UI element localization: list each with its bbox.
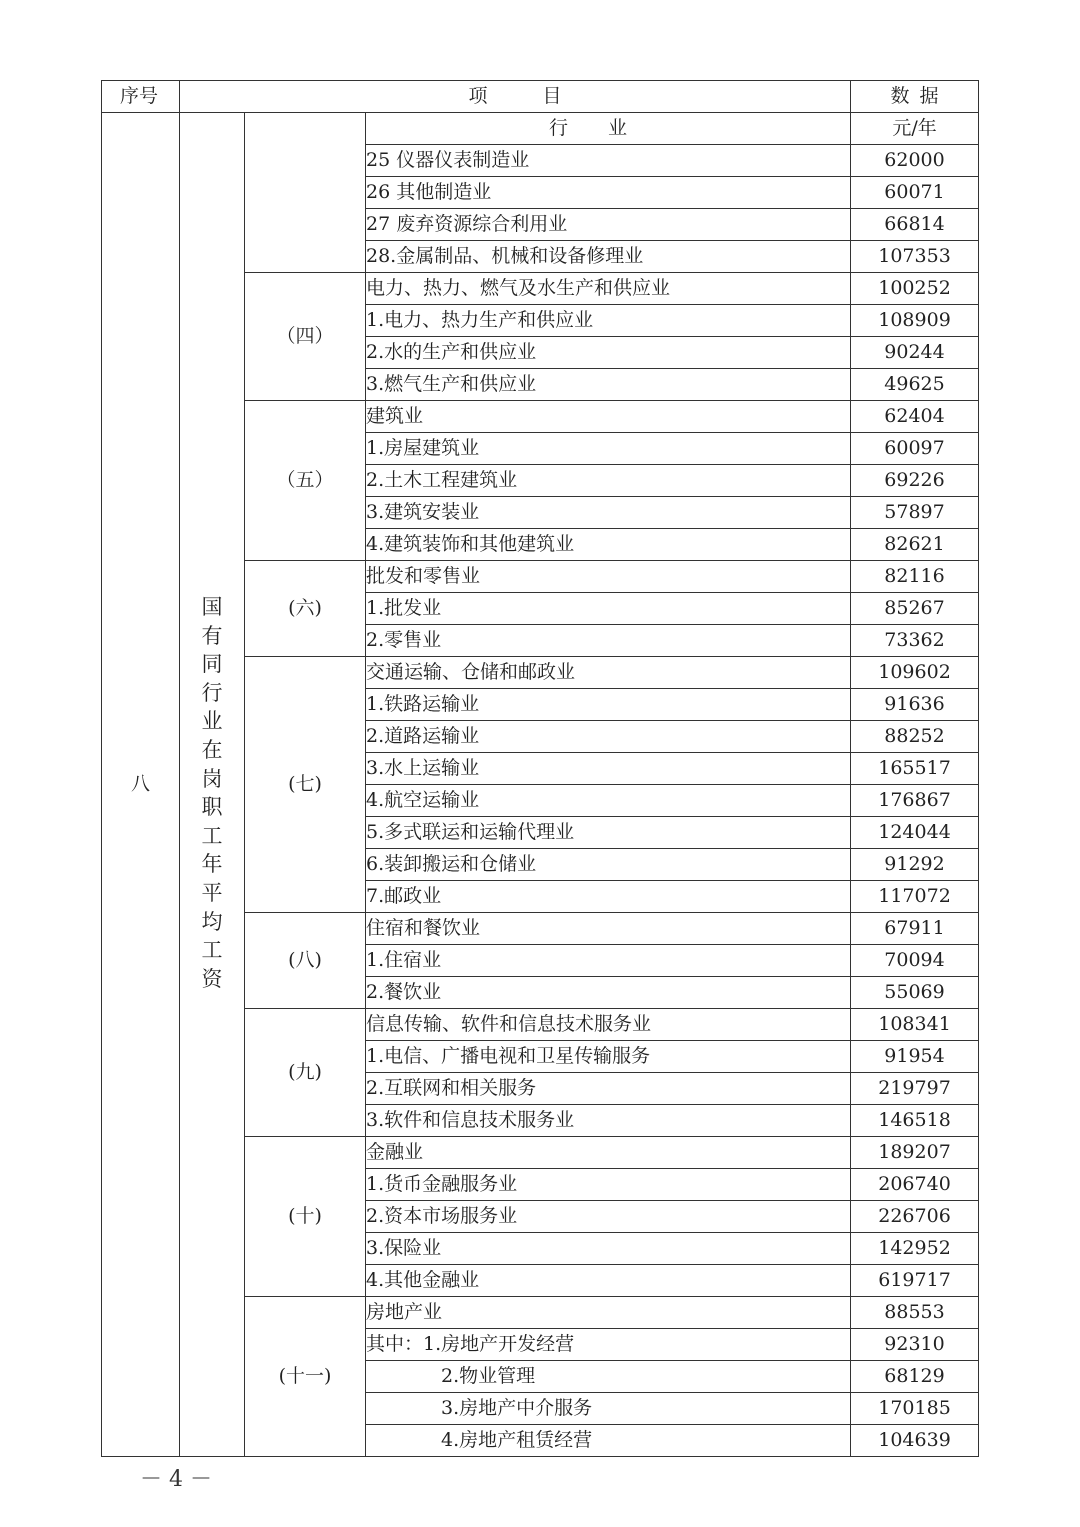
wage-value: 219797	[851, 1073, 979, 1105]
industry-name: 3.软件和信息技术服务业	[366, 1105, 851, 1137]
page-number: － 4 －	[140, 1467, 212, 1492]
wage-value: 91954	[851, 1041, 979, 1073]
wage-value: 57897	[851, 497, 979, 529]
industry-name: 2.水的生产和供应业	[366, 337, 851, 369]
wage-value: 85267	[851, 593, 979, 625]
industry-name: 1.货币金融服务业	[366, 1169, 851, 1201]
wage-value: 206740	[851, 1169, 979, 1201]
category-label: （四）	[245, 273, 366, 401]
category-label: (七)	[245, 657, 366, 913]
industry-name: 3.保险业	[366, 1233, 851, 1265]
wage-value: 107353	[851, 241, 979, 273]
industry-name: 行业	[366, 113, 851, 145]
wage-value: 117072	[851, 881, 979, 913]
industry-name: 3.燃气生产和供应业	[366, 369, 851, 401]
industry-name: 3.建筑安装业	[366, 497, 851, 529]
industry-name: 1.房屋建筑业	[366, 433, 851, 465]
wage-value: 91292	[851, 849, 979, 881]
industry-name: 28.金属制品、机械和设备修理业	[366, 241, 851, 273]
wage-value: 元/年	[851, 113, 979, 145]
wage-value: 67911	[851, 913, 979, 945]
industry-name: 房地产业	[366, 1297, 851, 1329]
industry-name: 5.多式联运和运输代理业	[366, 817, 851, 849]
industry-name: 27 废弃资源综合利用业	[366, 209, 851, 241]
wage-value: 88252	[851, 721, 979, 753]
industry-name: 电力、热力、燃气及水生产和供应业	[366, 273, 851, 305]
category-label: （五）	[245, 401, 366, 561]
wage-value: 165517	[851, 753, 979, 785]
wage-value: 189207	[851, 1137, 979, 1169]
industry-name: 建筑业	[366, 401, 851, 433]
industry-name: 2.零售业	[366, 625, 851, 657]
wage-value: 88553	[851, 1297, 979, 1329]
industry-name: 4.房地产租赁经营	[366, 1425, 851, 1457]
table-row	[102, 113, 979, 145]
section-number: 八	[102, 113, 180, 1457]
industry-name: 2.资本市场服务业	[366, 1201, 851, 1233]
wage-value: 92310	[851, 1329, 979, 1361]
industry-name: 交通运输、仓储和邮政业	[366, 657, 851, 689]
industry-name: 3.水上运输业	[366, 753, 851, 785]
wage-value: 60071	[851, 177, 979, 209]
industry-name: 25 仪器仪表制造业	[366, 145, 851, 177]
category-label: (十)	[245, 1137, 366, 1297]
category-label	[245, 113, 366, 273]
industry-name: 7.邮政业	[366, 881, 851, 913]
industry-name: 1.铁路运输业	[366, 689, 851, 721]
industry-name: 2.物业管理	[366, 1361, 851, 1393]
industry-name: 其中：1.房地产开发经营	[366, 1329, 851, 1361]
industry-name: 4.其他金融业	[366, 1265, 851, 1297]
industry-name: 住宿和餐饮业	[366, 913, 851, 945]
wage-value: 66814	[851, 209, 979, 241]
wage-value: 90244	[851, 337, 979, 369]
industry-name: 4.航空运输业	[366, 785, 851, 817]
section-title: 国有同行业在岗职工年平均工资	[201, 595, 223, 991]
header-data: 数据	[851, 81, 979, 113]
industry-name: 信息传输、软件和信息技术服务业	[366, 1009, 851, 1041]
wage-value: 49625	[851, 369, 979, 401]
wage-value: 146518	[851, 1105, 979, 1137]
wage-value: 124044	[851, 817, 979, 849]
industry-name: 2.互联网和相关服务	[366, 1073, 851, 1105]
industry-name: 金融业	[366, 1137, 851, 1169]
category-label: (六)	[245, 561, 366, 657]
wage-value: 62404	[851, 401, 979, 433]
industry-name: 1.住宿业	[366, 945, 851, 977]
industry-name: 26 其他制造业	[366, 177, 851, 209]
industry-name: 2.土木工程建筑业	[366, 465, 851, 497]
wage-value: 170185	[851, 1393, 979, 1425]
category-label: (八)	[245, 913, 366, 1009]
industry-name: 2.餐饮业	[366, 977, 851, 1009]
wage-table	[101, 80, 979, 1457]
wage-value: 226706	[851, 1201, 979, 1233]
wage-value: 73362	[851, 625, 979, 657]
wage-value: 100252	[851, 273, 979, 305]
wage-value: 68129	[851, 1361, 979, 1393]
industry-name: 1.电力、热力生产和供应业	[366, 305, 851, 337]
wage-value: 109602	[851, 657, 979, 689]
industry-name: 3.房地产中介服务	[366, 1393, 851, 1425]
industry-name: 6.装卸搬运和仓储业	[366, 849, 851, 881]
wage-value: 619717	[851, 1265, 979, 1297]
wage-value: 108909	[851, 305, 979, 337]
header-item: 项目	[180, 81, 851, 113]
industry-name: 1.批发业	[366, 593, 851, 625]
wage-value: 142952	[851, 1233, 979, 1265]
wage-value: 108341	[851, 1009, 979, 1041]
wage-value: 104639	[851, 1425, 979, 1457]
category-label: (九)	[245, 1009, 366, 1137]
wage-value: 60097	[851, 433, 979, 465]
industry-name: 1.电信、广播电视和卫星传输服务	[366, 1041, 851, 1073]
wage-value: 82116	[851, 561, 979, 593]
wage-value: 55069	[851, 977, 979, 1009]
section-title-cell	[180, 113, 245, 1457]
industry-name: 2.道路运输业	[366, 721, 851, 753]
industry-name: 4.建筑装饰和其他建筑业	[366, 529, 851, 561]
wage-value: 70094	[851, 945, 979, 977]
header-row	[102, 81, 979, 113]
wage-value: 62000	[851, 145, 979, 177]
wage-value: 91636	[851, 689, 979, 721]
industry-name: 批发和零售业	[366, 561, 851, 593]
wage-value: 82621	[851, 529, 979, 561]
wage-value: 69226	[851, 465, 979, 497]
category-label: (十一)	[245, 1297, 366, 1457]
wage-value: 176867	[851, 785, 979, 817]
header-seq: 序号	[102, 81, 180, 113]
